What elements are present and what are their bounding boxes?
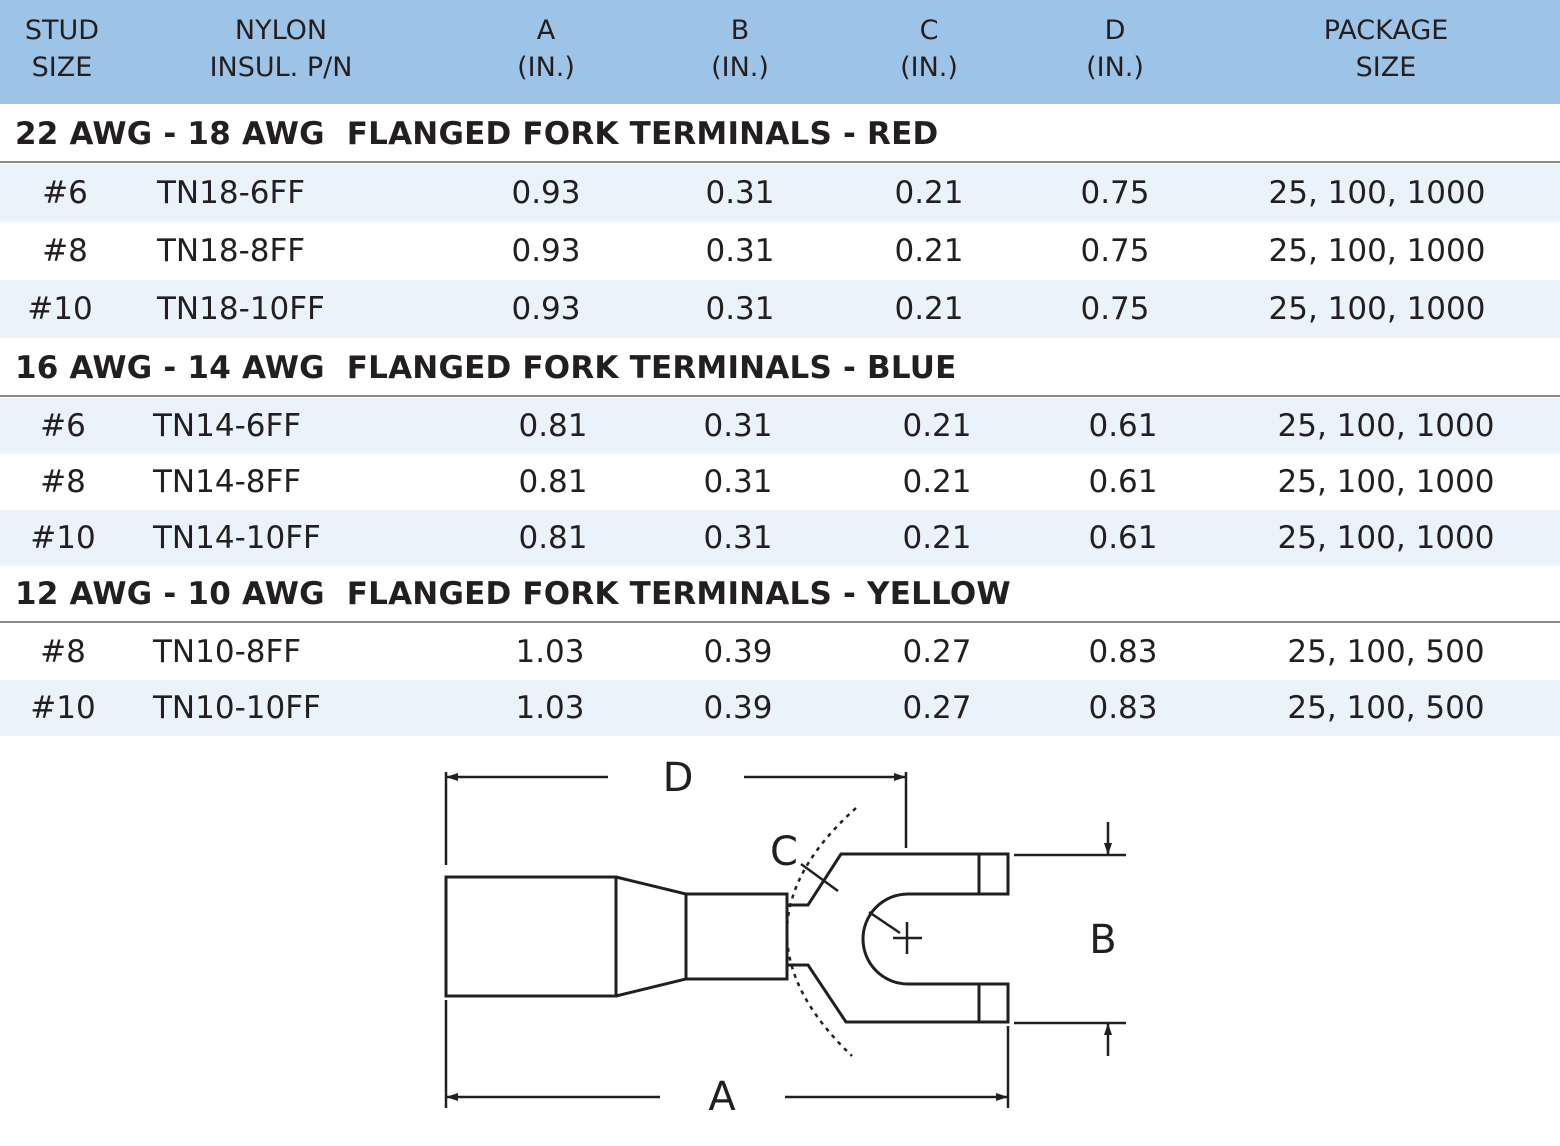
cell-b: 0.31 [705,175,775,211]
cell-c: 0.21 [894,175,964,211]
cell-c: 0.21 [902,520,972,556]
table-row [0,280,1560,338]
header-dim-a: A (IN.) [517,15,575,83]
cell-d: 0.61 [1088,464,1158,500]
cell-package: 25, 100, 500 [1287,634,1485,670]
cell-a: 0.81 [518,408,588,444]
cell-part-number: TN18-6FF [157,175,306,211]
cell-b: 0.39 [703,690,773,726]
cell-stud: #8 [42,233,88,269]
cell-b: 0.31 [703,408,773,444]
cell-stud: #10 [30,520,96,556]
table-row [0,164,1560,222]
cell-part-number: TN10-8FF [153,634,302,670]
cell-package: 25, 100, 500 [1287,690,1485,726]
cell-stud: #8 [40,634,86,670]
cell-b: 0.31 [705,233,775,269]
cell-b: 0.31 [705,291,775,327]
header-part-number: NYLON INSUL. P/N [209,15,353,83]
cell-d: 0.61 [1088,408,1158,444]
header-package-size: PACKAGE SIZE [1323,15,1449,83]
cell-c: 0.21 [902,464,972,500]
cell-stud: #10 [27,291,93,327]
center-mark [869,912,922,954]
cell-stud: #6 [40,408,86,444]
section-title-red: 22 AWG - 18 AWG FLANGED FORK TERMINALS - RED [15,116,939,152]
table-row [0,680,1560,736]
label-b: B [1089,917,1117,963]
cell-part-number: TN18-8FF [157,233,306,269]
cell-c: 0.21 [894,233,964,269]
cell-stud: #10 [30,690,96,726]
table-row [0,398,1560,454]
section-divider [0,161,1560,163]
cell-stud: #6 [42,175,88,211]
header-stud-size: STUD SIZE [24,15,100,83]
cell-part-number: TN14-10FF [153,520,321,556]
cell-a: 1.03 [515,634,585,670]
fork-terminal-diagram [0,735,1560,1146]
cell-stud: #8 [40,464,86,500]
cell-a: 0.81 [518,464,588,500]
cell-d: 0.61 [1088,520,1158,556]
cell-a: 0.81 [518,520,588,556]
cell-part-number: TN18-10FF [157,291,325,327]
cell-d: 0.75 [1080,175,1150,211]
cell-a: 0.93 [511,291,581,327]
table-row [0,624,1560,680]
cell-package: 25, 100, 1000 [1277,520,1495,556]
cell-c: 0.21 [902,408,972,444]
cell-b: 0.39 [703,634,773,670]
cell-d: 0.75 [1080,233,1150,269]
cell-part-number: TN10-10FF [153,690,321,726]
table-header [0,0,1560,104]
cell-c: 0.21 [894,291,964,327]
table-row [0,222,1560,280]
label-d: D [662,755,694,801]
cell-c: 0.27 [902,634,972,670]
cell-d: 0.83 [1088,634,1158,670]
label-c: C [770,829,798,875]
cell-package: 25, 100, 1000 [1277,408,1495,444]
section-title-blue: 16 AWG - 14 AWG FLANGED FORK TERMINALS - BLUE [15,350,957,386]
table-row [0,510,1560,566]
terminal-outline [446,854,1008,1022]
cell-d: 0.75 [1080,291,1150,327]
cell-part-number: TN14-8FF [153,464,302,500]
header-dim-b: B (IN.) [711,15,769,83]
label-a: A [708,1074,736,1120]
header-dim-d: D (IN.) [1086,15,1144,83]
header-dim-c: C (IN.) [900,15,958,83]
section-title-yellow: 12 AWG - 10 AWG FLANGED FORK TERMINALS - YELLOW [15,576,1011,612]
cell-package: 25, 100, 1000 [1268,175,1486,211]
table-row [0,454,1560,510]
cell-a: 0.93 [511,175,581,211]
cell-d: 0.83 [1088,690,1158,726]
cell-b: 0.31 [703,464,773,500]
cell-package: 25, 100, 1000 [1268,233,1486,269]
cell-c: 0.27 [902,690,972,726]
section-divider [0,395,1560,397]
cell-b: 0.31 [703,520,773,556]
cell-package: 25, 100, 1000 [1268,291,1486,327]
cell-a: 0.93 [511,233,581,269]
section-divider [0,621,1560,623]
cell-package: 25, 100, 1000 [1277,464,1495,500]
cell-part-number: TN14-6FF [153,408,302,444]
cell-a: 1.03 [515,690,585,726]
